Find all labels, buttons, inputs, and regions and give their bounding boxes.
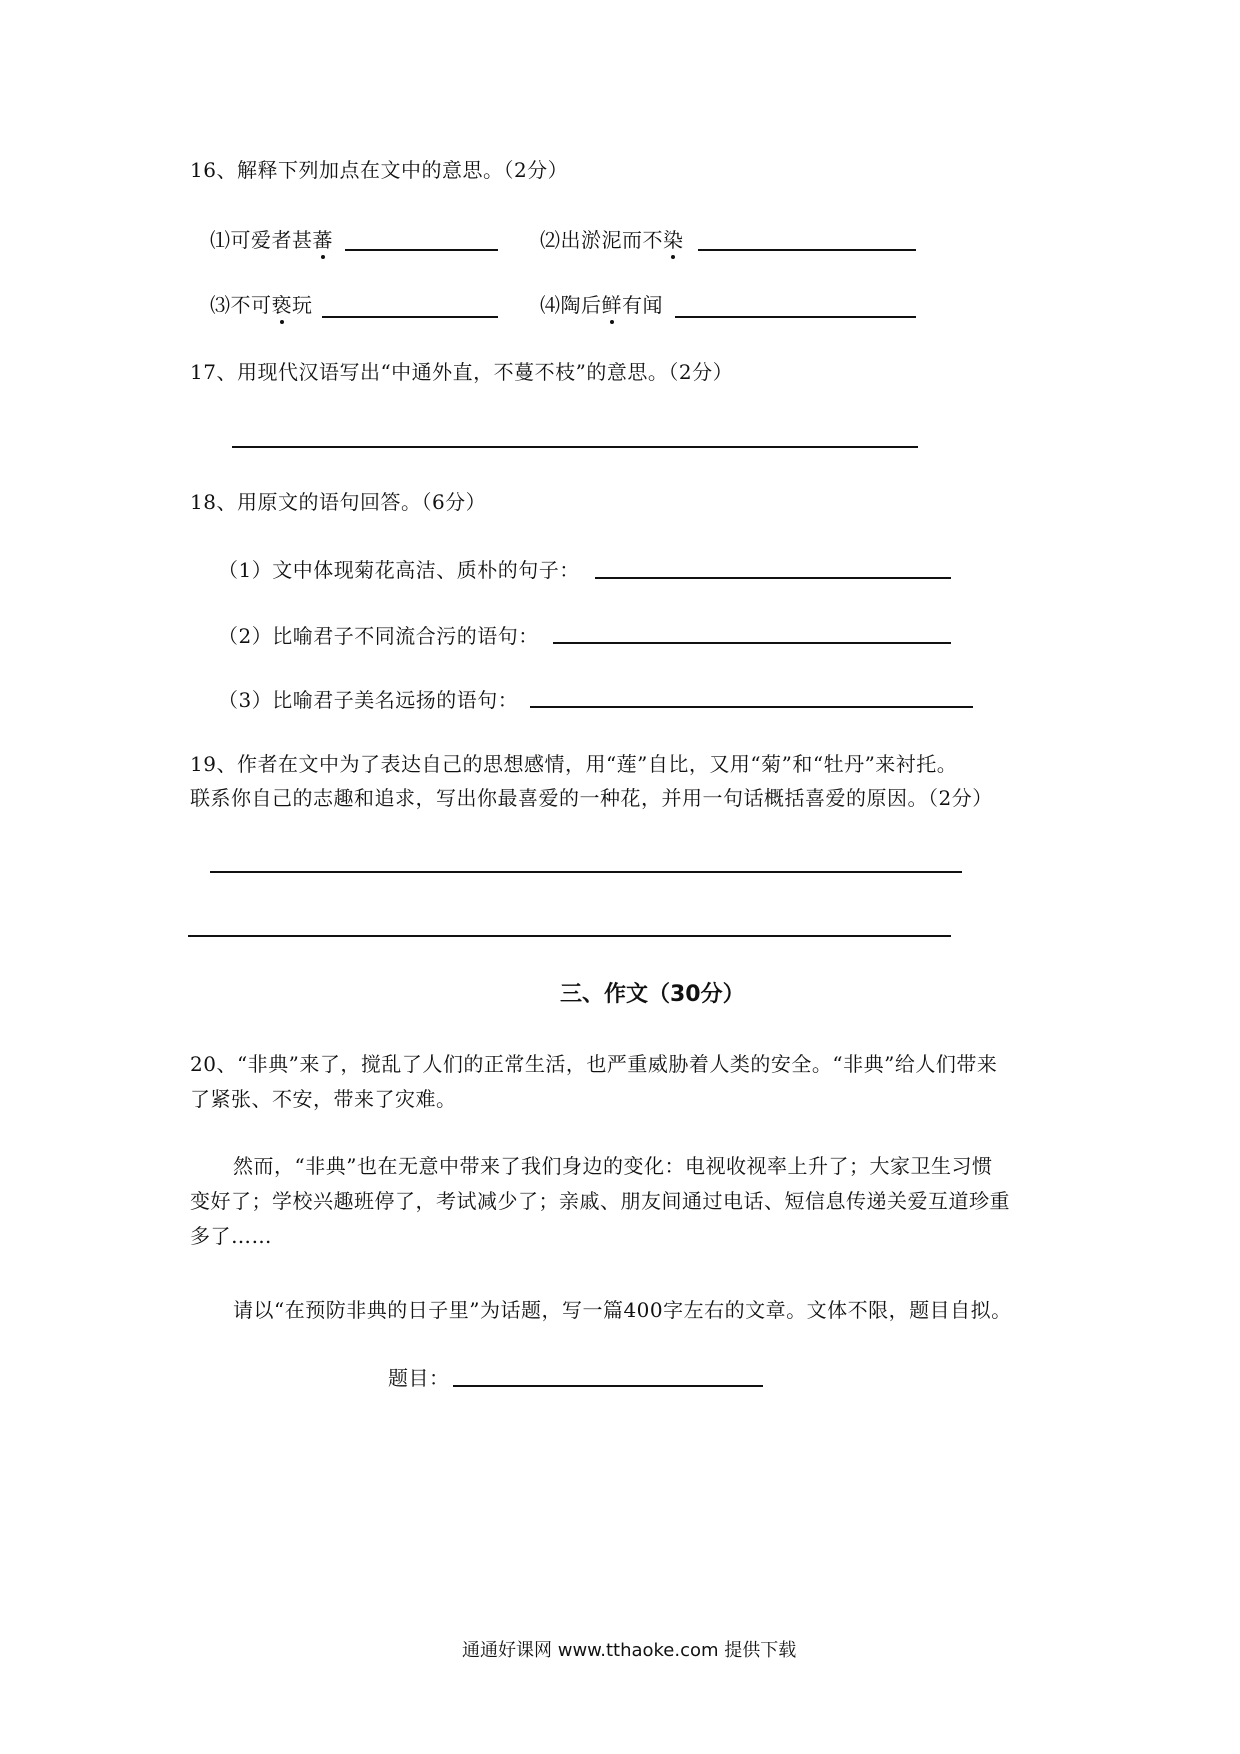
dotted-character: 蕃 [312, 228, 333, 252]
q20-prompt: 请以“在预防非典的日子里”为话题，写一篇400字左右的文章。文体不限，题目自拟。 [233, 1298, 1012, 1322]
item-number: ⑴ [210, 228, 231, 252]
q16-item-2 [540, 228, 684, 252]
q20-paragraph-2-line-1: 然而，“非典”也在无意中带来了我们身边的变化：电视收视率上升了；大家卫生习惯 [233, 1154, 993, 1178]
dotted-character: 亵 [271, 293, 292, 317]
item-number: ⑷ [540, 293, 561, 317]
q16-answer-line-2[interactable] [698, 249, 916, 251]
q16-answer-line-3[interactable] [322, 316, 498, 318]
q19-answer-line-1[interactable] [210, 871, 962, 873]
q18-item-2: （2）比喻君子不同流合污的语句： [218, 624, 539, 648]
item-text-after: 有闻 [622, 293, 663, 317]
q20-paragraph-2-line-3: 多了…… [190, 1224, 272, 1248]
item-number: ⑶ [210, 293, 231, 317]
item-text: 陶后 [560, 293, 602, 317]
dotted-character: 鲜 [601, 293, 622, 317]
title-label: 题目： [388, 1366, 450, 1390]
q16-answer-line-4[interactable] [675, 316, 916, 318]
q18-stem: 18、用原文的语句回答。（6分） [190, 490, 487, 514]
q19-line-1: 19、作者在文中为了表达自己的思想感情，用“莲”自比，又用“菊”和“牡丹”来衬托。 [190, 752, 958, 776]
q16-item-4 [540, 293, 663, 317]
item-text: 出淤泥而不 [560, 228, 663, 252]
q16-stem: 16、解释下列加点在文中的意思。（2分） [190, 158, 569, 182]
section-heading: 三、作文（30分） [560, 982, 745, 1007]
q18-answer-line-1[interactable] [595, 577, 951, 579]
item-number: ⑵ [540, 228, 561, 252]
q16-answer-line-1[interactable] [345, 249, 498, 251]
q17-answer-line[interactable] [232, 446, 918, 448]
q20-paragraph-1-line-1: 20、“非典”来了，搅乱了人们的正常生活，也严重威胁着人类的安全。“非典”给人们带来 [190, 1052, 998, 1076]
item-text: 可爱者甚 [230, 228, 313, 252]
q20-paragraph-1-line-2: 了紧张、不安，带来了灾难。 [190, 1087, 457, 1111]
q20-paragraph-2-line-2: 变好了；学校兴趣班停了，考试减少了；亲戚、朋友间通过电话、短信息传递关爱互道珍重 [190, 1189, 1010, 1213]
q18-item-3: （3）比喻君子美名远扬的语句： [218, 688, 519, 712]
q16-item-1 [210, 228, 333, 252]
title-answer-line[interactable] [453, 1385, 763, 1387]
item-text-after: 玩 [292, 293, 313, 317]
q19-line-2: 联系你自己的志趣和追求，写出你最喜爱的一种花，并用一句话概括喜爱的原因。（2分） [190, 786, 993, 810]
item-text: 不可 [230, 293, 272, 317]
footer-text: 通通好课网 www.tthaoke.com 提供下载 [462, 1640, 797, 1661]
q18-answer-line-2[interactable] [553, 642, 951, 644]
q16-item-3 [210, 293, 313, 317]
q19-answer-line-2[interactable] [188, 935, 951, 937]
q18-item-1: （1）文中体现菊花高洁、质朴的句子： [218, 558, 580, 582]
dotted-character: 染 [663, 228, 684, 252]
q17-stem: 17、用现代汉语写出“中通外直，不蔓不枝”的意思。（2分） [190, 360, 734, 384]
q18-answer-line-3[interactable] [530, 706, 973, 708]
